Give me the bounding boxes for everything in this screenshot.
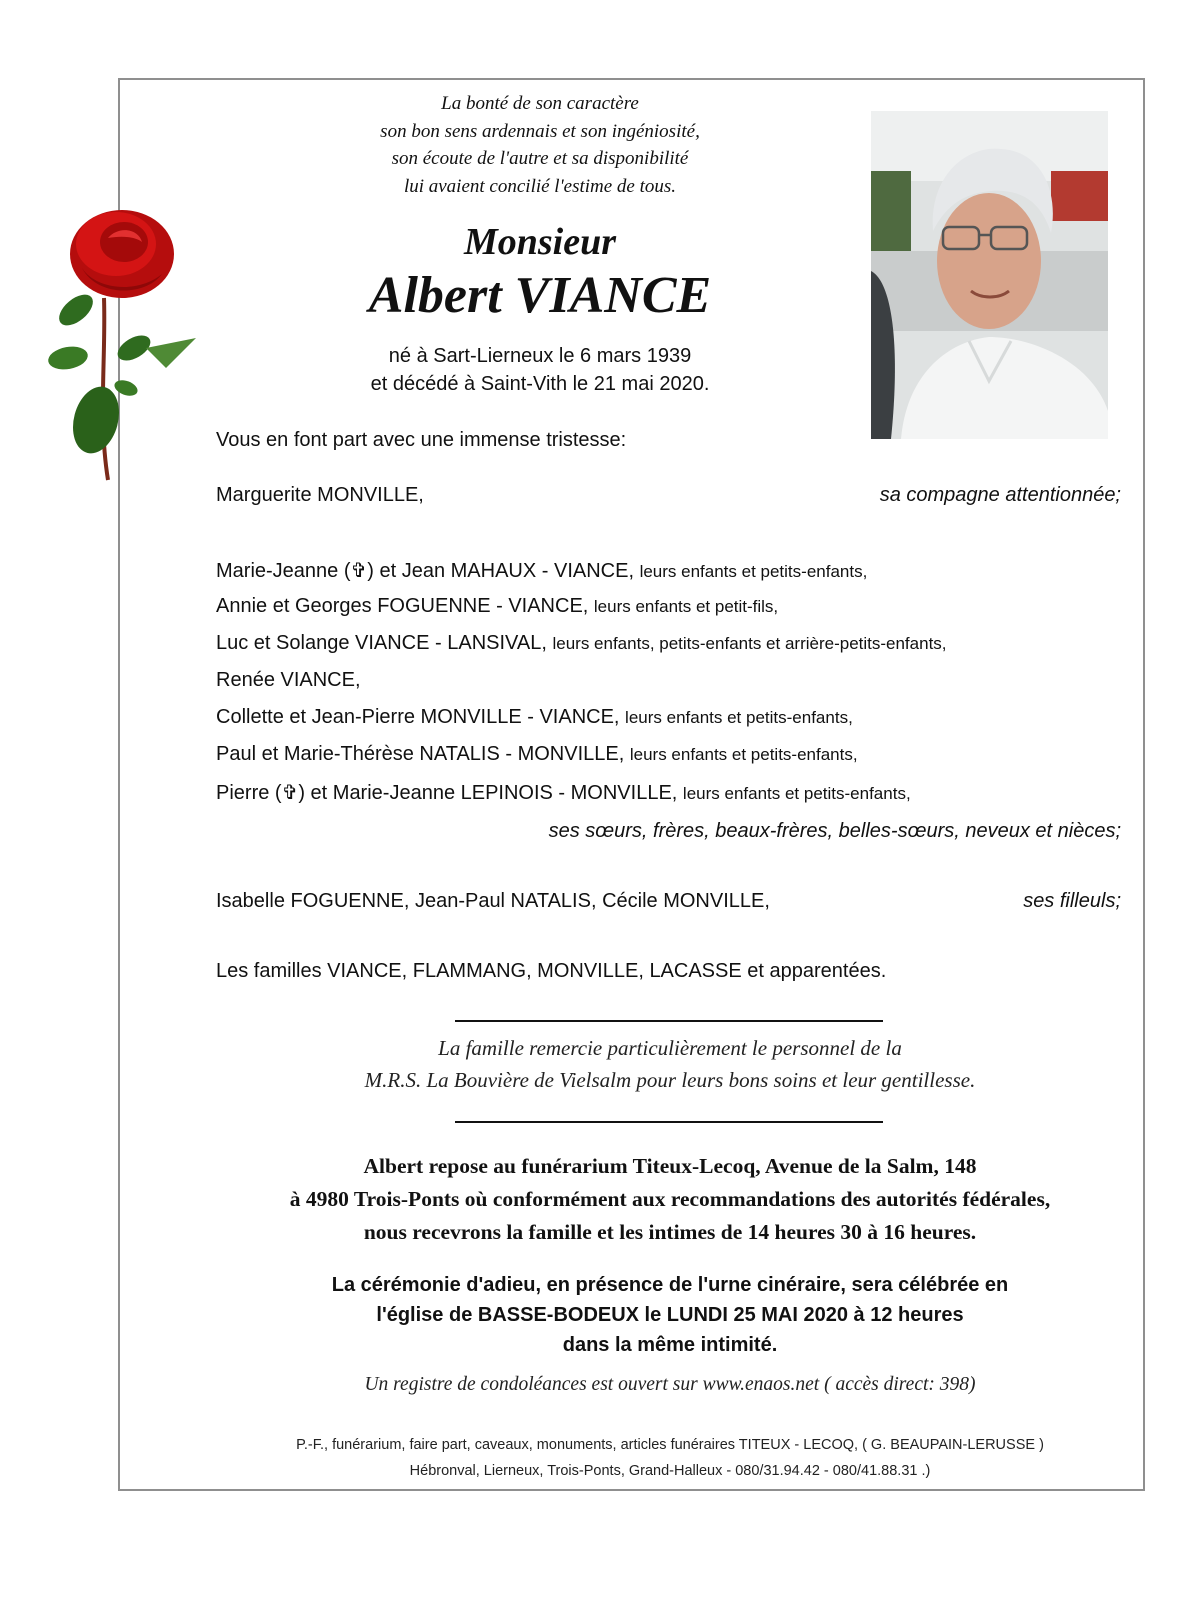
announcement-intro: Vous en font part avec une immense tristesse:: [216, 429, 627, 451]
quote-line: son bon sens ardennais et son ingéniosité,: [380, 120, 700, 142]
sibling-row: [216, 743, 858, 766]
sibling-note: leurs enfants et petit-fils,: [593, 597, 779, 616]
thanks-paragraph: [280, 1032, 1060, 1096]
red-rose-icon: [46, 198, 206, 488]
godchildren-names: Isabelle FOGUENNE, Jean-Paul NATALIS, Cécile MONVILLE,: [216, 890, 770, 912]
sibling-names: Pierre (✞) et Marie-Jeanne LEPINOIS - MONVILLE,: [216, 782, 678, 804]
birth-line: né à Sart-Lierneux le 6 mars 1939: [388, 345, 692, 367]
ceremony-line: La cérémonie d'adieu, en présence de l'urne cinéraire, sera célébrée en: [331, 1274, 1009, 1296]
quote-line: son écoute de l'autre et sa disponibilité: [391, 148, 689, 169]
sibling-row: [216, 669, 361, 692]
sibling-row: [216, 632, 947, 655]
sibling-row: [216, 595, 778, 618]
life-dates: [300, 342, 780, 398]
sibling-names: Marie-Jeanne (✞) et Jean MAHAUX - VIANCE,: [216, 560, 634, 582]
quote-line: lui avaient concilié l'estime de tous.: [403, 175, 677, 197]
ceremony-line: l'église de BASSE-BODEUX le LUNDI 25 MAI 2020 à 12 heures: [376, 1304, 964, 1326]
sibling-note: leurs enfants et petits-enfants,: [625, 708, 853, 727]
siblings-role: ses sœurs, frères, beaux-frères, belles-sœurs, neveux et nièces;: [548, 820, 1121, 842]
thanks-line: La famille remercie particulièrement le personnel de la: [438, 1036, 902, 1060]
sibling-note: leurs enfants et petits-enfants,: [639, 562, 868, 581]
funeral-home-info: [160, 1150, 1180, 1249]
memorial-quote: [300, 90, 780, 200]
divider-bottom: [455, 1121, 883, 1123]
funeral-director-footer: [150, 1432, 1190, 1484]
funeral-line: nous recevrons la famille et les intimes de 14 heures 30 à 16 heures.: [363, 1220, 977, 1244]
ceremony-line: dans la même intimité.: [562, 1334, 778, 1356]
sibling-row: [216, 780, 911, 805]
godchildren-role: ses filleuls;: [1023, 890, 1121, 912]
sibling-row: [216, 706, 853, 729]
funeral-line: Albert repose au funérarium Titeux-Lecoq, Avenue de la Salm, 148: [363, 1154, 977, 1178]
divider-top: [455, 1020, 883, 1022]
sibling-note: leurs enfants, petits-enfants et arrière-petits-enfants,: [552, 634, 947, 653]
condolence-registry: Un registre de condoléances est ouvert sur www.enaos.net ( accès direct: 398): [364, 1374, 976, 1395]
sibling-row: [216, 558, 867, 583]
sibling-note: leurs enfants et petits-enfants,: [682, 784, 911, 803]
sibling-names: Collette et Jean-Pierre MONVILLE - VIANCE,: [216, 706, 620, 728]
families-line: Les familles VIANCE, FLAMMANG, MONVILLE, LACASSE et apparentées.: [216, 960, 887, 982]
sibling-names: Renée VIANCE,: [216, 669, 361, 691]
sibling-names: Paul et Marie-Thérèse NATALIS - MONVILLE,: [216, 743, 625, 765]
thanks-line: M.R.S. La Bouvière de Vielsalm pour leurs bons soins et leur gentillesse.: [364, 1068, 976, 1092]
death-line: et décédé à Saint-Vith le 21 mai 2020.: [370, 373, 710, 395]
companion-name: Marguerite MONVILLE,: [216, 484, 424, 506]
sibling-note: leurs enfants et petits-enfants,: [629, 745, 858, 764]
honorific-title: Monsieur: [463, 221, 617, 263]
portrait-photo: [871, 111, 1108, 439]
companion-role: sa compagne attentionnée;: [879, 484, 1121, 506]
footer-line: Hébronval, Lierneux, Trois-Ponts, Grand-Halleux - 080/31.94.42 - 080/41.88.31 .): [409, 1463, 931, 1479]
sibling-names: Annie et Georges FOGUENNE - VIANCE,: [216, 595, 589, 617]
deceased-name: Albert VIANCE: [368, 267, 712, 324]
ceremony-info: [200, 1270, 1140, 1360]
funeral-line: à 4980 Trois-Ponts où conformément aux recommandations des autorités fédérales,: [289, 1187, 1051, 1211]
quote-line: La bonté de son caractère: [441, 93, 639, 114]
footer-line: P.-F., funérarium, faire part, caveaux, monuments, articles funéraires TITEUX - LECOQ, ( G. BEAUPAIN-LERUSSE ): [296, 1437, 1044, 1453]
sibling-names: Luc et Solange VIANCE - LANSIVAL,: [216, 632, 547, 654]
